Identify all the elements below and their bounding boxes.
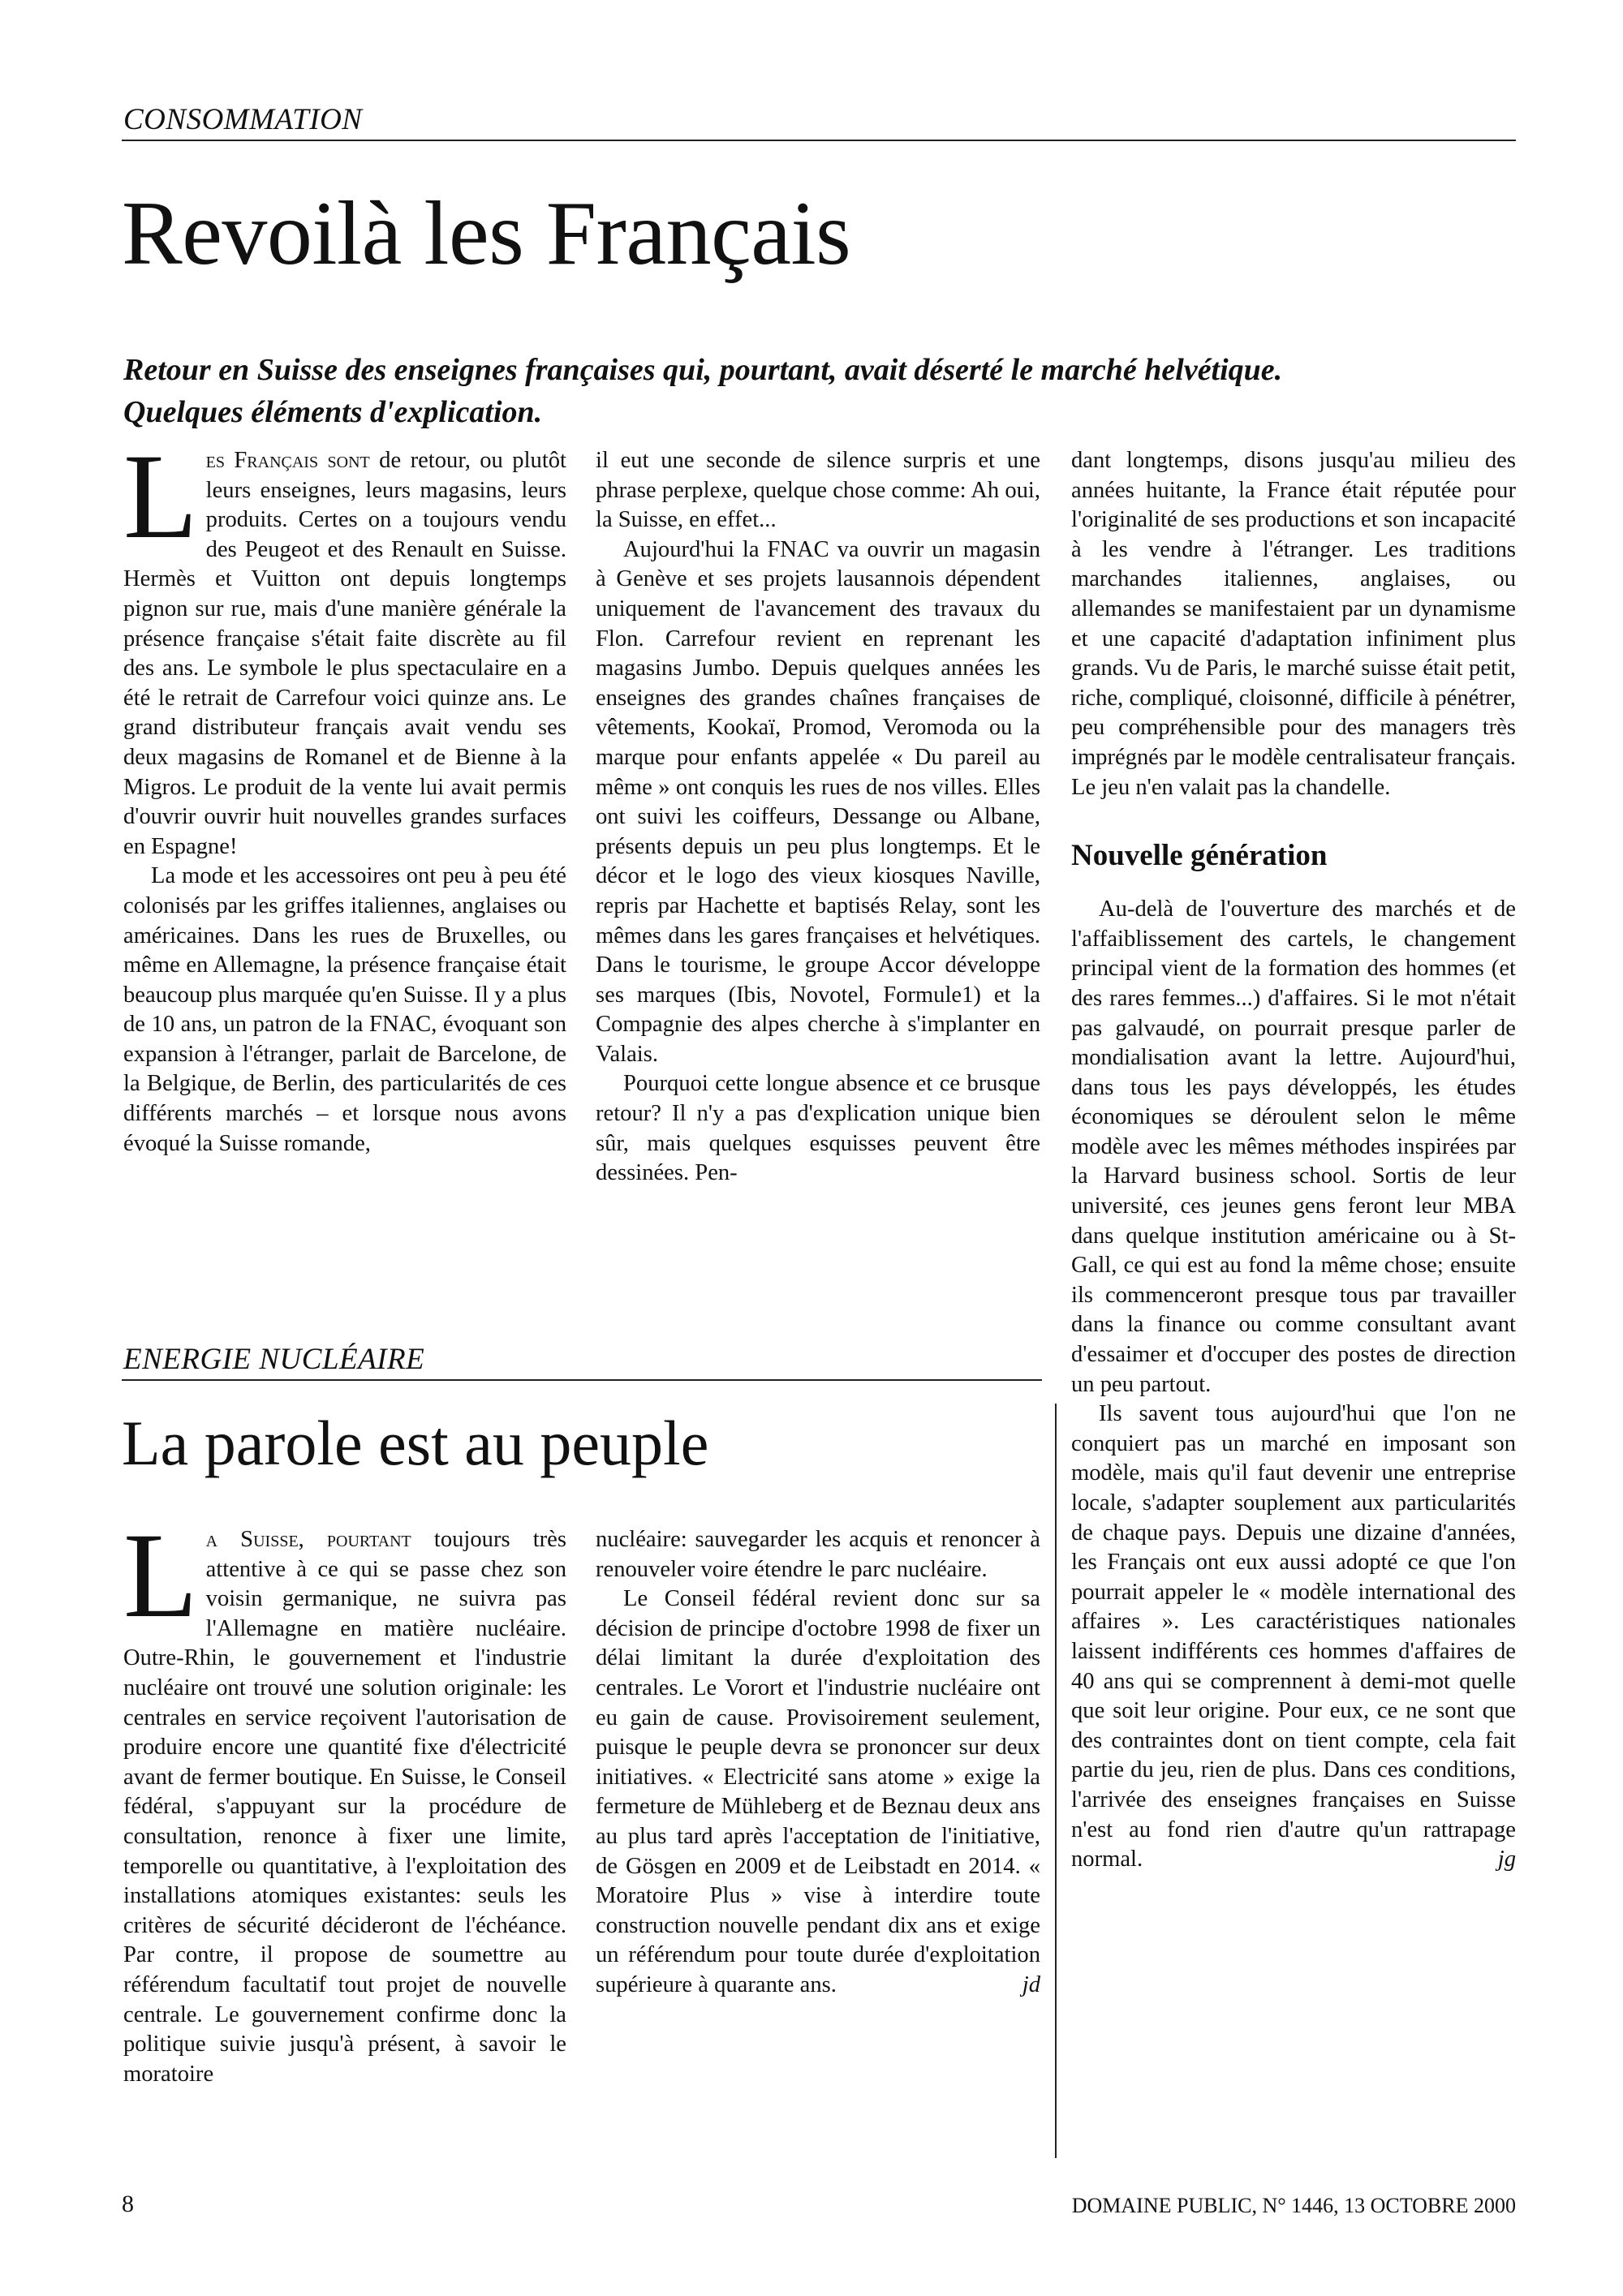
article1-paragraph bbox=[123, 429, 566, 862]
section-label-consommation: CONSOMMATION bbox=[123, 103, 363, 136]
article2-column-1 bbox=[123, 1508, 566, 2089]
section-label-energie-nucleaire: ENERGIE NUCLÉAIRE bbox=[123, 1343, 425, 1376]
article1-column-1 bbox=[123, 429, 566, 1159]
article1-paragraph: Pourquoi cette longue absence et ce brusque retour? Il n'y a pas d'explication unique bien sûr, mais quelques esquisses peuvent être dessinées. Pen- bbox=[596, 1071, 1040, 1186]
subheading: Nouvelle génération bbox=[1071, 839, 1328, 873]
article2-column-2 bbox=[596, 1525, 1040, 2001]
article1-paragraph: dant longtemps, disons jusqu'au milieu des années huitante, la France était réputée pour l'originalité de ses productions et son incapacité à les vendre à l'étranger. Les traditions marchandes italiennes, anglaises, ou allemandes se manifestaient par un dynamisme et une capacité d'adaptation infiniment plus grands. Vu de Paris, le marché suisse était petit, riche, compliqué, cloisonné, difficile à pénétrer, peu compréhensible pour des managers très imprégnés par le modèle centralisateur français. Le jeu n'en valait pas la chandelle. bbox=[1071, 448, 1516, 800]
article2-paragraph: nucléaire: sauvegarder les acquis et renoncer à renouveler voire étendre le parc nucléaire. bbox=[596, 1527, 1040, 1582]
paragraph-text: toujours très attentive à ce qui se passe chez son voisin germanique, ne suivra pas l'Allemagne en matière nucléaire. Outre-Rhin, le gouvernement et l'industrie nucléaire ont trouvé une solution originale: les centrales en service reçoivent l'autorisation de produire encore une quantité fixe d'électricité avant de fermer boutique. En Suisse, le Conseil fédéral, s'appuyant sur la procédure de consultation, renonce à fixer une limite, temporelle ou quantitative, à l'exploitation des installations atomiques existantes: seuls les critères de sécurité décideront de l'échéance. Par contre, il propose de soumettre au référendum facultatif tout projet de nouvelle centrale. Le gouvernement confirme donc la politique suivie jusqu'à présent, à savoir le moratoire bbox=[123, 1527, 566, 2087]
paragraph-text: Ils savent tous aujourd'hui que l'on ne conquiert pas un marché en imposant son modèle, mais qu'il faut devenir une entreprise locale, s'adapter souplement aux particularités de chaque pays. Depuis une dizaine d'années, les Français ont eux aussi adopté ce que l'on pourrait appeler le « modèle international des affaires ». Les caractéristiques nationales laissent indifférents ces hommes d'affaires de 40 ans qui se comprennent à demi-mot quelle que soit leur origine. Pour eux, ce ne sont que des contraintes dont on tient compte, cela fait partie du jeu, rien de plus. Dans ces conditions, l'arrivée des enseignes françaises en Suisse n'est au fond rien d'autre qu'un rattrapage normal. bbox=[1071, 1401, 1516, 1872]
article1-paragraph: Au-delà de l'ouverture des marchés et de l'affaiblissement des cartels, le changement principal vient de la formation des hommes (et des rares femmes...) d'affaires. Si le mot n'était pas galvaudé, on pourrait presque parler de mondialisation avant la lettre. Aujourd'hui, dans tous les pays développés, les études économiques se déroulent selon le même modèle avec les mêmes méthodes inspirées par la Harvard business school. Sortis de leur université, ces jeunes gens feront leur MBA dans quelque institution américaine ou à St-Gall, ce qui est au fond la même chose; ensuite ils commenceront presque tous par travailler dans la finance ou comme consultant avant d'essaimer et d'occuper des postes de direction un peu partout. bbox=[1071, 896, 1516, 1397]
page-number: 8 bbox=[122, 2191, 134, 2217]
author-signature: jg bbox=[1497, 1847, 1516, 1872]
author-signature: jd bbox=[1022, 1971, 1040, 1997]
article-title: Revoilà les Français bbox=[122, 183, 851, 284]
article-title: La parole est au peuple bbox=[122, 1408, 709, 1478]
drop-cap: L bbox=[123, 1508, 198, 1643]
paragraph-text: de retour, ou plutôt leurs enseignes, leurs magasins, leurs produits. Certes on a toujours vendu des Peugeot et des Renault en Suisse. Hermès et Vuitton ont depuis longtemps pignon sur rue, mais d'une manière générale la présence française s'était faite discrète au fil des ans. Le symbole le plus spectaculaire en a été le retrait de Carrefour voici quinze ans. Le grand distributeur français avait vendu ses deux magasins de Romanel et de Bienne à la Migros. Le produit de la vente lui avait permis d'ouvrir ouvrir huit nouvelles grandes surfaces en Espagne! bbox=[123, 448, 566, 859]
article2-paragraph bbox=[123, 1508, 566, 2089]
article2-paragraph bbox=[596, 1584, 1040, 2000]
section-rule bbox=[122, 140, 1516, 141]
publication-info: DOMAINE PUBLIC, N° 1446, 13 OCTOBRE 2000 bbox=[1071, 2194, 1516, 2217]
section-rule bbox=[122, 1379, 1042, 1381]
opening-words: es Français sont bbox=[205, 448, 370, 473]
article1-column-3 bbox=[1071, 446, 1516, 1875]
article1-paragraph: il eut une seconde de silence surpris et une phrase perplexe, quelque chose comme: Ah oui, la Suisse, en effet... bbox=[596, 448, 1040, 533]
article1-paragraph: Aujourd'hui la FNAC va ouvrir un magasin à Genève et ses projets lausannois dépendent uniquement de l'avancement des travaux du Flon. Carrefour revient en reprenant les magasins Jumbo. Depuis quelques années les enseignes des grandes chaînes françaises de vêtements, Kookaï, Promod, Veromoda ou la marque pour enfants appelée « Du pareil au même » ont conquis les rues de nos villes. Elles ont suivi les coiffeurs, Dessange ou Albane, présents depuis un peu plus longtemps. Et le décor et le logo des vieux kiosques Naville, repris par Hachette et baptisés Relay, sont les mêmes dans les gares françaises et helvétiques. Dans le tourisme, le groupe Accor développe ses marques (Ibis, Novotel, Formule1) et la Compagnie des alpes cherche à s'implanter en Valais. bbox=[596, 536, 1040, 1067]
article1-column-2 bbox=[596, 446, 1040, 1189]
article1-paragraph bbox=[1071, 1400, 1516, 1875]
opening-words: a Suisse, pourtant bbox=[205, 1527, 411, 1552]
drop-cap: L bbox=[123, 429, 198, 564]
paragraph-text: Le Conseil fédéral revient donc sur sa décision de principe d'octobre 1998 de fixer un délai limitant la durée d'exploitation des centrales. Le Vorort et l'industrie nucléaire ont eu gain de cause. Provisoirement seulement, puisque le peuple devra se prononcer sur deux initiatives. « Electricité sans atome » exige la fermeture de Mühleberg et de Beznau deux ans au plus tard après l'acceptation de l'initiative, de Gösgen en 2009 et de Leibstadt en 2014. « Moratoire Plus » vise à interdire toute construction nouvelle pendant dix ans et exige un référendum pour toute durée d'exploitation supérieure à quarante ans. bbox=[596, 1586, 1040, 1997]
article-lead: Retour en Suisse des enseignes françaises qui, pourtant, avait déserté le marché helvétique. Quelques éléments d'explication. bbox=[123, 353, 1283, 429]
column-divider bbox=[1055, 1404, 1057, 2158]
article1-paragraph: La mode et les accessoires ont peu à peu été colonisés par les griffes italiennes, anglaises ou américaines. Dans les rues de Bruxelles, ou même en Allemagne, la présence française était beaucoup plus marquée qu'en Suisse. Il y a plus de 10 ans, un patron de la FNAC, évoquant son expansion à l'étranger, parlait de Barcelone, de la Belgique, de Berlin, des particularités de ces différents marchés – et lorsque nous avons évoqué la Suisse romande, bbox=[123, 863, 566, 1156]
